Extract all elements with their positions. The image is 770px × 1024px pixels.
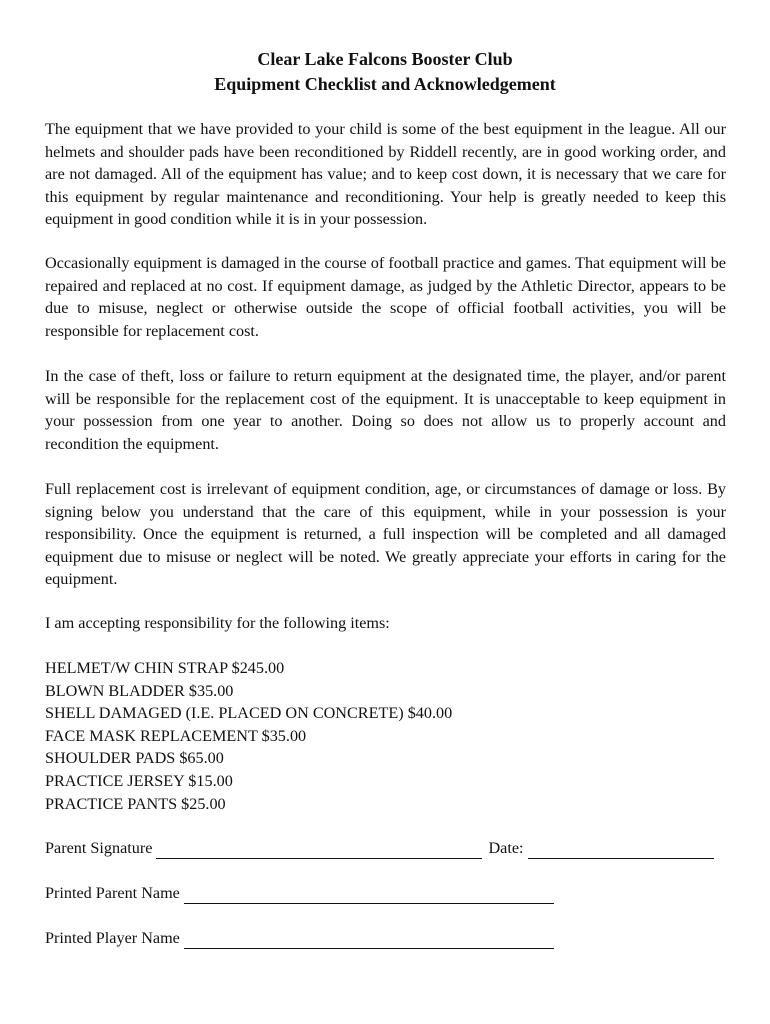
printed-player-name-row (45, 927, 554, 949)
paragraph-damage-policy: Occasionally equipment is damaged in the course of football practice and games. That equipment will be repaired and replaced at no cost. If equipment damage, as judged by the Athletic Director, appears to be due to misuse, neglect or otherwise outside the scope of official football activities, you will be responsible for replacement cost. (45, 254, 726, 340)
parent-signature-label: Parent Signature (45, 839, 153, 857)
printed-player-name-field[interactable] (184, 932, 554, 949)
list-item: PRACTICE JERSEY $15.00 (45, 771, 233, 790)
list-item: SHOULDER PADS $65.00 (45, 749, 224, 768)
document-subtitle: Equipment Checklist and Acknowledgement (214, 74, 556, 94)
paragraph-theft-loss: In the case of theft, loss or failure to return equipment at the designated time, the player, and/or parent will be responsible for the replacement cost of the equipment. It is unacceptable to keep equipment in your possession from one year to another. Doing so does not allow us to properly account and recondition the equipment. (45, 367, 726, 453)
paragraph-accepting-responsibility: I am accepting responsibility for the following items: (45, 614, 390, 632)
date-field[interactable] (528, 842, 714, 859)
printed-parent-name-label: Printed Parent Name (45, 884, 180, 902)
parent-signature-row (45, 837, 726, 859)
parent-signature-field[interactable] (156, 842, 482, 859)
date-label: Date: (488, 839, 524, 857)
paragraph-replacement-cost: Full replacement cost is irrelevant of equipment condition, age, or circumstances of damage or loss. By signing below you understand that the care of this equipment, while in your possession is your responsibility. Once the equipment is returned, a full inspection will be completed and all damaged equipment due to misuse or neglect will be noted. We greatly appreciate your efforts in caring for the equipment. (45, 480, 726, 588)
printed-parent-name-row (45, 882, 554, 904)
list-item: PRACTICE PANTS $25.00 (45, 794, 226, 813)
equipment-item-list (45, 657, 452, 815)
printed-player-name-label: Printed Player Name (45, 929, 180, 947)
list-item: FACE MASK REPLACEMENT $35.00 (45, 726, 307, 745)
printed-parent-name-field[interactable] (184, 887, 554, 904)
list-item: HELMET/W CHIN STRAP $245.00 (45, 659, 285, 677)
list-item: BLOWN BLADDER $35.00 (45, 681, 234, 700)
list-item: SHELL DAMAGED (I.E. PLACED ON CONCRETE) $40.00 (45, 704, 453, 723)
paragraph-equipment-intro: The equipment that we have provided to your child is some of the best equipment in the league. All our helmets and shoulder pads have been reconditioned by Riddell recently, are in good working order, and are not damaged. All of the equipment has value; and to keep cost down, it is necessary that we care for this equipment by regular maintenance and reconditioning. Your help is greatly needed to keep this equipment in good condition while it is in your possession. (45, 120, 726, 228)
document-title: Clear Lake Falcons Booster Club (257, 49, 513, 69)
